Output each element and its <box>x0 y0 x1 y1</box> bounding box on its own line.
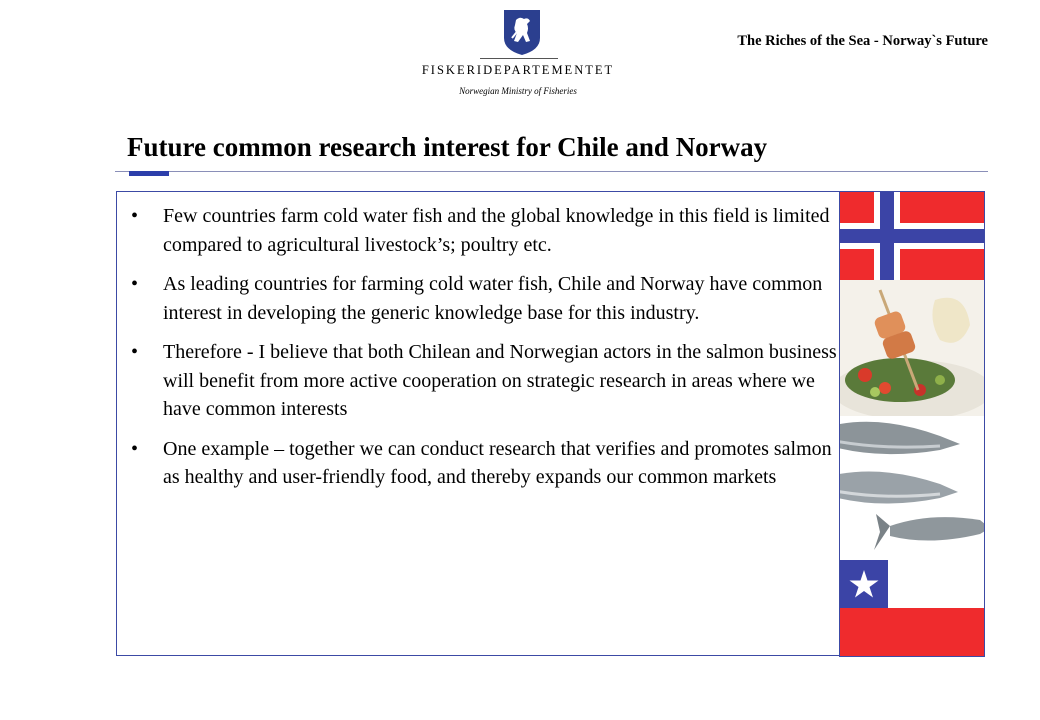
bullet-text: As leading countries for farming cold water fish, Chile and Norway have common interest in developing the generic knowledge base for this industry. <box>163 273 823 324</box>
title-accent-bar <box>129 171 169 176</box>
bullet-dot: • <box>131 205 139 227</box>
bullet-dot: • <box>131 437 139 460</box>
norwegian-lion-crest-icon <box>502 8 542 56</box>
bullet-dot: • <box>131 341 139 363</box>
bullet-dot: • <box>131 273 139 295</box>
salmon-dish-image <box>840 280 984 416</box>
header-tagline: The Riches of the Sea - Norway`s Future <box>737 33 988 49</box>
ministry-logo <box>420 8 616 98</box>
bullet-item <box>117 435 837 492</box>
bullet-item <box>117 270 837 327</box>
chile-flag-image <box>840 560 984 656</box>
bullet-text: Few countries farm cold water fish and the global knowledge in this field is limited compared to agricultural livestock’s; poultry etc. <box>163 205 830 256</box>
bullet-item <box>117 202 837 259</box>
salmon-fish-image <box>840 416 984 560</box>
ministry-name-english: Norwegian Ministry of Fisheries <box>459 86 577 96</box>
image-strip <box>839 191 985 657</box>
ministry-name: FISKERIDEPARTEMENTET <box>421 63 615 77</box>
slide-title: Future common research interest for Chile and Norway <box>127 132 768 162</box>
content-panel <box>116 191 841 656</box>
bullet-text: Therefore - I believe that both Chilean and Norwegian actors in the salmon business will benefit from more active cooperation on strategic research in areas where we have common interests <box>163 341 837 420</box>
norway-flag-image <box>840 192 984 280</box>
bullet-list <box>117 202 837 503</box>
bullet-item <box>117 338 837 424</box>
title-divider <box>115 171 988 172</box>
bullet-text: One example – together we can conduct research that verifies and promotes salmon as healthy and user-friendly food, and thereby expands our common markets <box>163 437 832 488</box>
logo-divider <box>480 58 558 59</box>
